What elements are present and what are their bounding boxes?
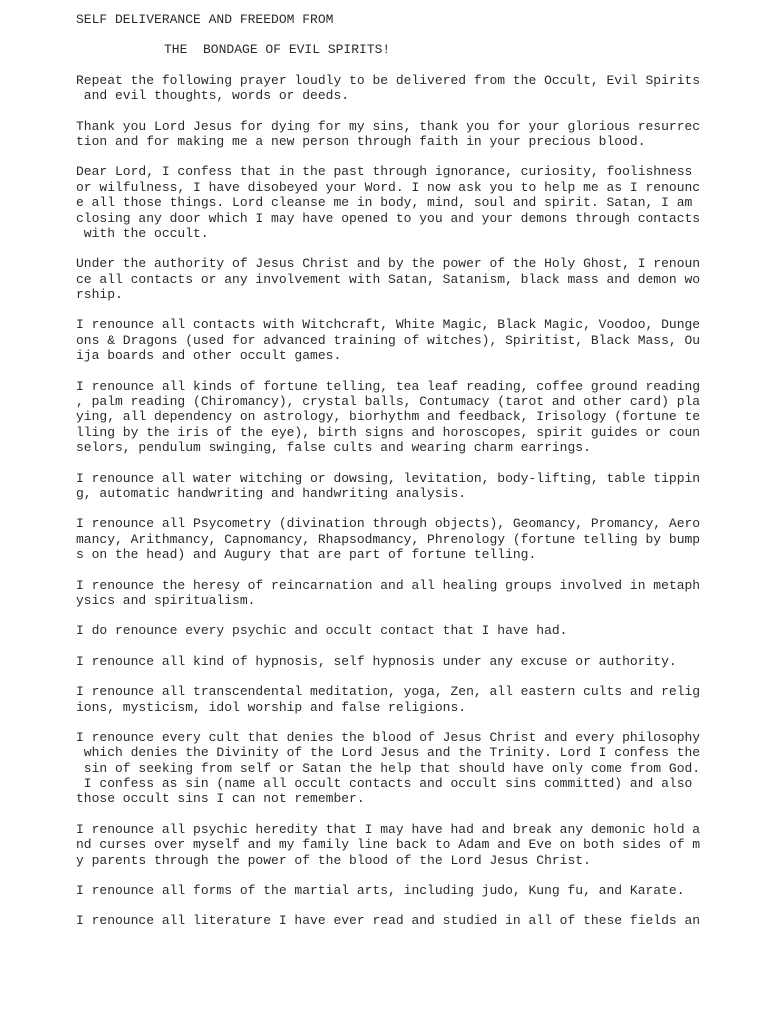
paragraph bbox=[76, 470, 701, 502]
document-body bbox=[76, 12, 701, 929]
paragraph-line: ysics and spiritualism. bbox=[76, 592, 256, 608]
paragraph-line: with the occult. bbox=[76, 225, 209, 241]
paragraph-line: ija boards and other occult games. bbox=[76, 348, 342, 364]
paragraph bbox=[76, 654, 696, 669]
paragraph-line: I renounce all literature I have ever read and studied in all of these fields an bbox=[76, 913, 701, 929]
title-line-2-text: THE BONDAGE OF EVIL SPIRITS! bbox=[164, 42, 391, 58]
paragraph bbox=[76, 256, 701, 303]
paragraph bbox=[76, 72, 701, 104]
paragraph bbox=[76, 684, 701, 715]
paragraph bbox=[76, 516, 701, 563]
paragraph-line: I confess as sin (name all occult contacts and occult sins committed) and also bbox=[76, 776, 693, 792]
paragraph-line: , palm reading (Chiromancy), crystal balls, Contumacy (tarot and other card) pla bbox=[76, 394, 701, 410]
paragraph bbox=[76, 913, 701, 929]
paragraph-line: I renounce all kinds of fortune telling, tea leaf reading, coffee ground reading bbox=[76, 378, 701, 394]
paragraph-line: lling by the iris of the eye), birth signs and horoscopes, spirit guides or coun bbox=[76, 424, 701, 440]
title-line-1-text: SELF DELIVERANCE AND FREEDOM FROM bbox=[76, 12, 334, 27]
paragraph-line: Dear Lord, I confess that in the past through ignorance, curiosity, foolishness bbox=[76, 164, 693, 180]
paragraph-line: I renounce all water witching or dowsing, levitation, body-lifting, table tippin bbox=[76, 470, 701, 486]
paragraph-line: closing any door which I may have opened to you and your demons through contacts bbox=[76, 210, 701, 226]
paragraph-line: nd curses over myself and my family line back to Adam and Eve on both sides of m bbox=[76, 837, 701, 853]
paragraph-line: I renounce all contacts with Witchcraft, White Magic, Black Magic, Voodoo, Dunge bbox=[76, 317, 701, 333]
paragraph-line: I do renounce every psychic and occult contact that I have had. bbox=[76, 623, 568, 639]
paragraph-list bbox=[76, 72, 701, 929]
paragraph-line: Thank you Lord Jesus for dying for my sins, thank you for your glorious resurrec bbox=[76, 118, 701, 134]
title-line-1 bbox=[76, 12, 696, 27]
paragraph-line: Repeat the following prayer loudly to be delivered from the Occult, Evil Spirits bbox=[76, 72, 701, 88]
paragraph bbox=[76, 378, 701, 456]
paragraph bbox=[76, 118, 701, 150]
paragraph-line: rship. bbox=[76, 287, 123, 303]
paragraph-line: s on the head) and Augury that are part of fortune telling. bbox=[76, 547, 537, 563]
paragraph-line: y parents through the power of the blood of the Lord Jesus Christ. bbox=[76, 852, 591, 868]
paragraph-line: I renounce the heresy of reincarnation and all healing groups involved in metaph bbox=[76, 577, 701, 593]
paragraph-line: ions, mysticism, idol worship and false religions. bbox=[76, 699, 467, 715]
document-title bbox=[76, 12, 696, 58]
paragraph-line: g, automatic handwriting and handwriting analysis. bbox=[76, 485, 467, 501]
paragraph-line: I renounce all psychic heredity that I may have had and break any demonic hold a bbox=[76, 821, 701, 837]
paragraph-line: selors, pendulum swinging, false cults and wearing charm earrings. bbox=[76, 440, 591, 456]
paragraph-line: tion and for making me a new person through faith in your precious blood. bbox=[76, 133, 646, 149]
paragraph-line: Under the authority of Jesus Christ and by the power of the Holy Ghost, I renoun bbox=[76, 256, 701, 272]
paragraph-line: mancy, Arithmancy, Capnomancy, Rhapsodmancy, Phrenology (fortune telling by bump bbox=[76, 531, 701, 547]
paragraph-line: I renounce all forms of the martial arts, including judo, Kung fu, and Karate. bbox=[76, 883, 685, 899]
paragraph-line: those occult sins I can not remember. bbox=[76, 791, 365, 807]
paragraph bbox=[76, 317, 701, 364]
paragraph-line: e all those things. Lord cleanse me in body, mind, soul and spirit. Satan, I am bbox=[76, 195, 693, 211]
paragraph-line: I renounce every cult that denies the blood of Jesus Christ and every philosophy bbox=[76, 729, 701, 745]
paragraph-line: or wilfulness, I have disobeyed your Word. I now ask you to help me as I renounc bbox=[76, 179, 701, 195]
paragraph bbox=[76, 577, 701, 609]
paragraph bbox=[76, 883, 696, 898]
title-line-2 bbox=[76, 42, 696, 57]
paragraph-line: ce all contacts or any involvement with Satan, Satanism, black mass and demon wo bbox=[76, 271, 701, 287]
paragraph bbox=[76, 164, 701, 241]
paragraph-line: I renounce all transcendental meditation, yoga, Zen, all eastern cults and relig bbox=[76, 684, 701, 700]
paragraph bbox=[76, 623, 696, 638]
paragraph-line: ying, all dependency on astrology, biorhythm and feedback, Irisology (fortune te bbox=[76, 409, 701, 425]
paragraph-line: and evil thoughts, words or deeds. bbox=[76, 88, 350, 104]
paragraph bbox=[76, 729, 701, 807]
paragraph-line: sin of seeking from self or Satan the help that should have only come from God. bbox=[76, 760, 701, 776]
paragraph-line: which denies the Divinity of the Lord Jesus and the Trinity. Lord I confess the bbox=[76, 745, 701, 761]
paragraph-line: ons & Dragons (used for advanced training of witches), Spiritist, Black Mass, Ou bbox=[76, 332, 701, 348]
paragraph-line: I renounce all Psycometry (divination through objects), Geomancy, Promancy, Aero bbox=[76, 516, 701, 532]
paragraph bbox=[76, 821, 701, 868]
paragraph-line: I renounce all kind of hypnosis, self hypnosis under any excuse or authority. bbox=[76, 653, 677, 669]
